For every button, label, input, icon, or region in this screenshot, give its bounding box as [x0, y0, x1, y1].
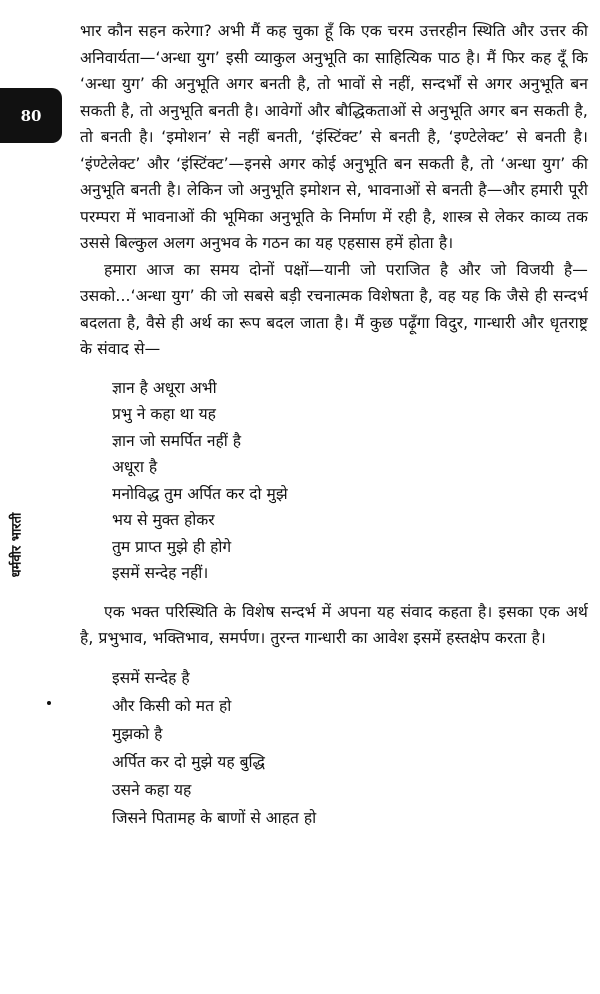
verse-block-2: [112, 664, 588, 832]
verse-line: मुझको है: [112, 724, 163, 743]
paragraph-1: भार कौन सहन करेगा? अभी मैं कह चुका हूँ कि एक चरम उत्तरहीन स्थिति और उत्तर की अनिवार्यता—‘अन्धा युग’ इसी व्याकुल अनुभूति का साहित्यिक पाठ है। मैं फिर कह दूँ कि ‘अन्धा युग’ की अनुभूति अगर बनती है, तो भावों से नहीं, सन्दर्भों से अगर अनुभूति बन सकती है, तो अनुभूति बनती है। आवेगों और बौद्धिकताओं से अनुभूति अगर बन सकती है, तो बनती है। ‘इमोशन’ से नहीं बनती, ‘इंस्टिंक्ट’ से बनती है, ‘इण्टेलेक्ट’ से बनती है। ‘इंण्टेलेक्ट’ और ‘इंस्टिंक्ट’—इनसे अगर कोई अनुभूति बन सकती है, तो ‘अन्धा युग’ की अनुभूति बनती है। लेकिन जो अनुभूति इमोशन से, भावनाओं से बनती है—और हमारी पूरी परम्परा में भावनाओं की भूमिका अनुभूति के निर्माण में रही है, शास्त्र से लेकर काव्य तक उससे बिल्कुल अलग अनुभव के गठन का यह एहसास हमें होता है।: [80, 22, 588, 252]
verse-line: प्रभु ने कहा था यह: [112, 405, 216, 423]
verse-line: भय से मुक्त होकर: [112, 511, 215, 529]
verse-line: ज्ञान है अधूरा अभी: [112, 378, 217, 397]
verse-line: इसमें सन्देह नहीं।: [112, 564, 209, 582]
running-title-text: धर्मवीर भारती: [9, 512, 24, 578]
verse-line: इसमें सन्देह है: [112, 668, 190, 687]
verse-line: और किसी को मत हो: [112, 696, 232, 715]
verse-line: मनोविद्ध तुम अर्पित कर दो मुझे: [112, 484, 288, 503]
verse-line: उसने कहा यह: [112, 780, 192, 799]
margin-dot: [47, 701, 51, 705]
verse-line: अधूरा है: [112, 458, 158, 476]
paragraph-2: हमारा आज का समय दोनों पक्षों—यानी जो पराजित है और जो विजयी है—उसको...‘अन्धा युग’ की जो सबसे बड़ी रचनात्मक विशेषता है, वह यह कि जैसे ही सन्दर्भ बदलता है, वैसे ही अर्थ का रूप बदल जाता है। मैं कुछ पढ़ूँगा विदुर, गान्धारी और धृतराष्ट्र के संवाद से—: [80, 260, 588, 358]
page-body: [80, 18, 588, 844]
verse-line: अर्पित कर दो मुझे यह बुद्धि: [112, 752, 265, 771]
verse-line: जिसने पितामह के बाणों से आहत हो: [112, 808, 317, 827]
paragraph-3: एक भक्त परिस्थिति के विशेष सन्दर्भ में अपना यह संवाद कहता है। इसका एक अर्थ है, प्रभुभाव, भक्तिभाव, समर्पण। तुरन्त गान्धारी का आवेश इसमें हस्तक्षेप करता है।: [80, 602, 588, 647]
verse-block-1: [112, 375, 588, 587]
verse-line: ज्ञान जो समर्पित नहीं है: [112, 431, 242, 450]
page-number: 80: [20, 106, 42, 125]
page-number-tab: [0, 88, 62, 143]
running-title: [0, 470, 30, 620]
verse-line: तुम प्राप्त मुझे ही होगे: [112, 537, 232, 556]
